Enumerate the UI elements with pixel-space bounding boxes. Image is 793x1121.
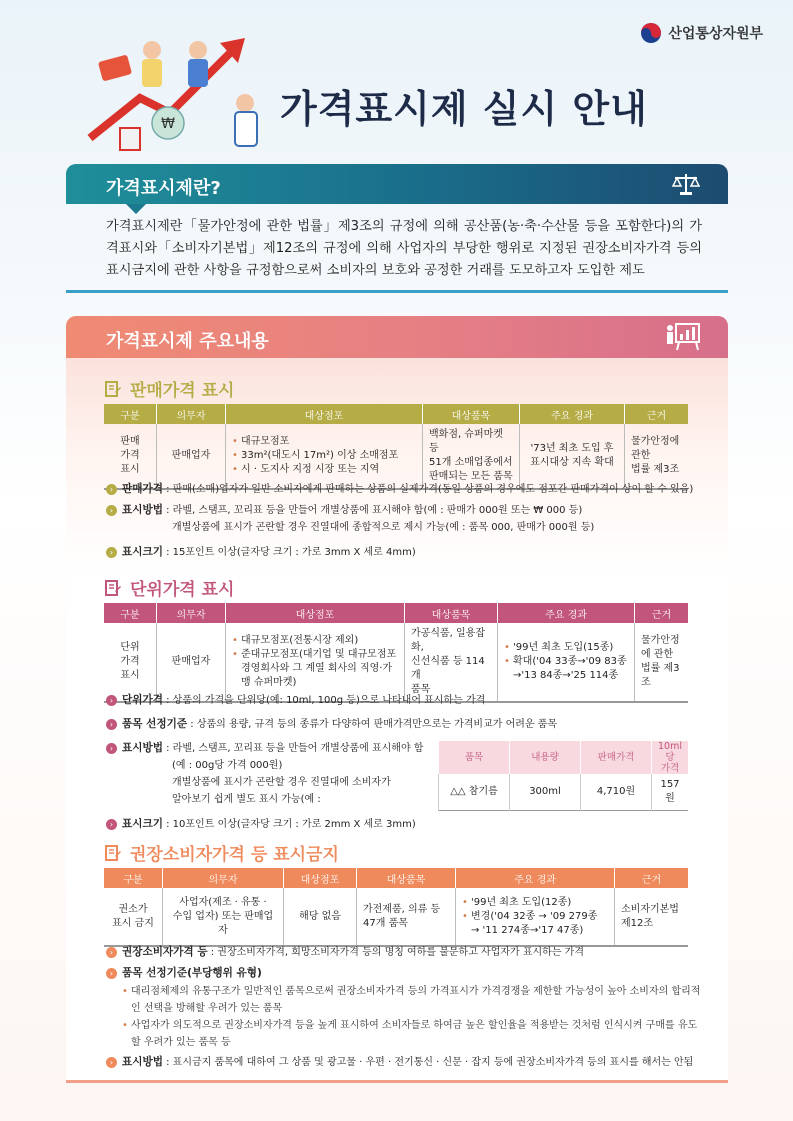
- col-header: 10ml당 가격: [652, 741, 689, 774]
- section2-divider: [66, 1080, 728, 1083]
- arrow-bullet-icon: ›: [106, 505, 117, 516]
- col-header: 내용량: [510, 741, 581, 774]
- arrow-bullet-icon: ›: [106, 719, 117, 730]
- note-label: 표시크기: [122, 546, 163, 558]
- note-row: [106, 544, 706, 561]
- cell-category: 단위 가격 표시: [120, 642, 140, 681]
- section1-definition: 가격표시제란「물가안정에 관한 법률」제3조의 규정에 의해 공산품(농·축·수산물 등을 포함한다)의 가격표시와「소비자기본법」제12조의 규정에 의해 사업자의 부당한 행위로 지정된 권장소비자가격 등의 표시금지에 관한 사항을 규정함으로써 소비자의 보호와 공정한 거래를 도모하고자 도입한 제도: [106, 219, 703, 278]
- col-header: 구분: [104, 404, 157, 424]
- rrp-ban-heading-row: [104, 840, 339, 865]
- cell-items: 가공식품, 일용잡화, 신선식품 등 114개 품목: [405, 623, 498, 702]
- table-row: [104, 623, 688, 702]
- taegeuk-emblem-icon: [640, 22, 662, 44]
- col-header: 대상점포: [284, 868, 357, 888]
- col-header: 대상품목: [357, 868, 456, 888]
- arrow-bullet-icon: ›: [106, 484, 117, 495]
- section1-pointer: [126, 204, 146, 214]
- cell-stores: [226, 623, 405, 702]
- page-title: 가격표시제 실시 안내: [280, 87, 648, 131]
- col-header: 주요 경과: [520, 404, 625, 424]
- col-header: 구분: [104, 603, 157, 623]
- note-text: : 상품의 용량, 규격 등의 종류가 다양하여 판매가격만으로는 가격비교가 어려운 품목: [187, 719, 558, 730]
- col-header: 대상품목: [423, 404, 520, 424]
- note-text: : 라벨, 스탬프, 꼬리표 등을 만들어 개별상품에 표시해야 함: [162, 743, 424, 754]
- section2-heading: 가격표시제 주요내용: [106, 331, 269, 352]
- rrp-ban-notes: [106, 944, 706, 1071]
- list-item: • 대규모점포(전통시장 제외): [232, 634, 398, 648]
- sale-price-notes: [106, 481, 706, 561]
- unit-price-example-table: [438, 741, 688, 811]
- arrow-bullet-icon: ›: [106, 947, 117, 958]
- price-illustration-icon: [80, 28, 280, 158]
- note-row: [106, 944, 706, 961]
- unit-price-heading: 단위가격 표시: [130, 580, 235, 600]
- table-row: [104, 888, 688, 946]
- note-text: : 라벨, 스탬프, 꼬리표 등을 만들어 개별상품에 표시해야 함(예 : 판매가 000원 또는 ₩ 000 등): [162, 505, 583, 516]
- table-row: [104, 424, 688, 489]
- cell: 4,710원: [581, 774, 652, 811]
- arrow-bullet-icon: ›: [106, 695, 117, 706]
- cell: 300ml: [510, 774, 581, 811]
- cell-items: 가전제품, 의류 등 47개 품목: [357, 888, 456, 946]
- list-item: • 준대규모점포(대기업 및 대규모점포 경영회사와 그 계열 회사의 직영·가맹 슈퍼마켓): [232, 648, 398, 690]
- col-header: 의무자: [163, 868, 284, 888]
- sale-price-heading: 판매가격 표시: [130, 381, 235, 401]
- col-header: 의무자: [157, 404, 226, 424]
- rrp-ban-heading: 권장소비자가격 등 표시금지: [130, 845, 339, 865]
- arrow-bullet-icon: ›: [106, 1057, 117, 1068]
- cell-history: [456, 888, 615, 946]
- note-row: [106, 502, 706, 536]
- col-header: 구분: [104, 868, 163, 888]
- note-text: : 판매(소매)업자가 일반 소비자에게 판매하는 상품의 실제가격(동일 상품의 경우에도 점포간 판매가격이 상이 할 수 있음): [162, 484, 694, 495]
- note-label: 표시방법: [122, 1056, 163, 1068]
- cell-obligor: 판매업자: [157, 623, 226, 702]
- ministry-logo: [640, 22, 763, 44]
- note-text: 개별상품에 표시가 곤란할 경우 진열대에 소비자가: [172, 777, 391, 788]
- cell: 157원: [652, 774, 689, 811]
- note-row: [106, 965, 706, 982]
- scale-icon: [671, 172, 701, 196]
- note-label: 표시방법: [122, 742, 163, 754]
- col-header: 대상품목: [405, 603, 498, 623]
- cell-history: [498, 623, 635, 702]
- arrow-bullet-icon: ›: [106, 819, 117, 830]
- table-row: [439, 774, 689, 811]
- note-text: : 10포인트 이상(글자당 크기 : 가로 2mm X 세로 3mm): [162, 819, 416, 830]
- cell-obligor: 사업자(제조 · 유통 · 수입 업자) 또는 판매업자: [163, 888, 284, 946]
- note-row: [106, 1054, 706, 1071]
- svg-text:₩: ₩: [161, 116, 175, 132]
- note-label: 표시크기: [122, 818, 163, 830]
- arrow-bullet-icon: ›: [106, 968, 117, 979]
- col-header: 대상점포: [226, 404, 423, 424]
- col-header: 근거: [625, 404, 689, 424]
- col-header: 근거: [635, 603, 689, 623]
- col-header: 판매가격: [581, 741, 652, 774]
- col-header: 품목: [439, 741, 510, 774]
- note-text: (예 : 00g당 가격 000원): [172, 760, 283, 771]
- cell-items: 백화점, 슈퍼마켓 등 51개 소매업종에서 판매되는 모든 품목: [423, 424, 520, 489]
- cell-basis: 물가안정에 관한 법률 제3조: [625, 424, 689, 489]
- note-row: [106, 740, 436, 808]
- note-row: [106, 816, 706, 833]
- sale-price-table: [104, 404, 688, 490]
- note-label: 품목 선정기준: [122, 718, 188, 730]
- note-label: 단위가격: [122, 694, 163, 706]
- list-item: • 대리점체제의 유통구조가 일반적인 품목으로써 권장소비자가격 등의 가격표시가 가격경쟁을 제한할 가능성이 높아 소비자의 합리적인 선택을 방해할 우려가 있는 품목: [122, 983, 706, 1017]
- cell-category: 판매 가격 표시: [120, 436, 140, 475]
- col-header: 주요 경과: [456, 868, 615, 888]
- list-item: • 사업자가 의도적으로 권장소비자가격 등을 높게 표시하여 소비자들로 하여금 높은 할인율을 적용받는 것처럼 인식시켜 구매를 유도할 우려가 있는 품목 등: [122, 1017, 706, 1051]
- note-label: 권장소비자가격 등: [122, 946, 208, 958]
- note-label: 판매가격: [122, 483, 163, 495]
- note-label: 표시방법: [122, 504, 163, 516]
- note-label: 품목 선정기준(부당행위 유형): [122, 967, 262, 979]
- cell-history: '73년 최초 도입 후 표시대상 지속 확대: [520, 424, 625, 489]
- section1-heading: 가격표시제란?: [106, 178, 221, 199]
- cell-basis: 소비자기본법 제12조: [615, 888, 689, 946]
- criteria-list: [106, 983, 706, 1051]
- sale-price-heading-row: [104, 376, 234, 401]
- col-header: 근거: [615, 868, 689, 888]
- list-item: • 33m²(대도시 17m²) 이상 소매점포: [232, 449, 416, 463]
- note-row: [106, 692, 706, 709]
- list-item: • 변경('04 32종 → '09 279종 → '11 274종→'17 47종): [462, 910, 608, 938]
- cell-stores: 해당 없음: [284, 888, 357, 946]
- list-item: • 확대('04 33종→'09 83종 →'13 84종→'25 114종: [504, 655, 628, 683]
- note-row: [106, 481, 706, 498]
- col-header: 대상점포: [226, 603, 405, 623]
- note-text: : 표시금지 품목에 대하여 그 상품 및 광고물 · 우편 · 전기통신 · 신문 · 잡지 등에 권장소비자가격 등의 표시를 해서는 안됨: [162, 1057, 694, 1068]
- presentation-board-icon: [665, 322, 701, 352]
- note-text: : 15포인트 이상(글자당 크기 : 가로 3mm X 세로 4mm): [162, 547, 416, 558]
- note-text: 알아보기 쉽게 별도 표시 가능(예 :: [172, 794, 321, 805]
- list-item: • 시 · 도지사 지정 시장 또는 지역: [232, 463, 416, 477]
- cell-obligor: 판매업자: [157, 424, 226, 489]
- document-icon: [104, 380, 122, 398]
- cell-category: 권소가 표시 금지: [112, 903, 154, 929]
- rrp-ban-table: [104, 868, 688, 947]
- note-text: : 상품의 가격을 단위당(예: 10ml, 100g 등)으로 나타내어 표시하는 가격: [162, 695, 486, 706]
- note-row: [106, 716, 706, 733]
- list-item: • '99년 최초 도입(12종): [462, 896, 608, 910]
- col-header: 주요 경과: [498, 603, 635, 623]
- unit-price-table: [104, 603, 688, 703]
- list-item: • 대규모점포: [232, 435, 416, 449]
- cell: △△ 참기름: [439, 774, 510, 811]
- note-text: : 권장소비자가격, 희망소비자가격 등의 명칭 여하를 불문하고 사업자가 표시하는 가격: [207, 947, 584, 958]
- section1-divider: [66, 290, 728, 293]
- col-header: 의무자: [157, 603, 226, 623]
- document-icon: [104, 579, 122, 597]
- document-icon: [104, 844, 122, 862]
- arrow-bullet-icon: ›: [106, 547, 117, 558]
- unit-price-heading-row: [104, 575, 234, 600]
- note-text: 개별상품에 표시가 곤란할 경우 진열대에 종합적으로 제시 가능(예 : 품목 000, 판매가 000원 등): [172, 522, 595, 533]
- cell-stores: [226, 424, 423, 489]
- arrow-bullet-icon: ›: [106, 743, 117, 754]
- list-item: • '99년 최초 도입(15종): [504, 641, 628, 655]
- ministry-name: 산업통상자원부: [668, 26, 763, 42]
- cell-basis: 물가안정에 관한 법률 제3조: [635, 623, 689, 702]
